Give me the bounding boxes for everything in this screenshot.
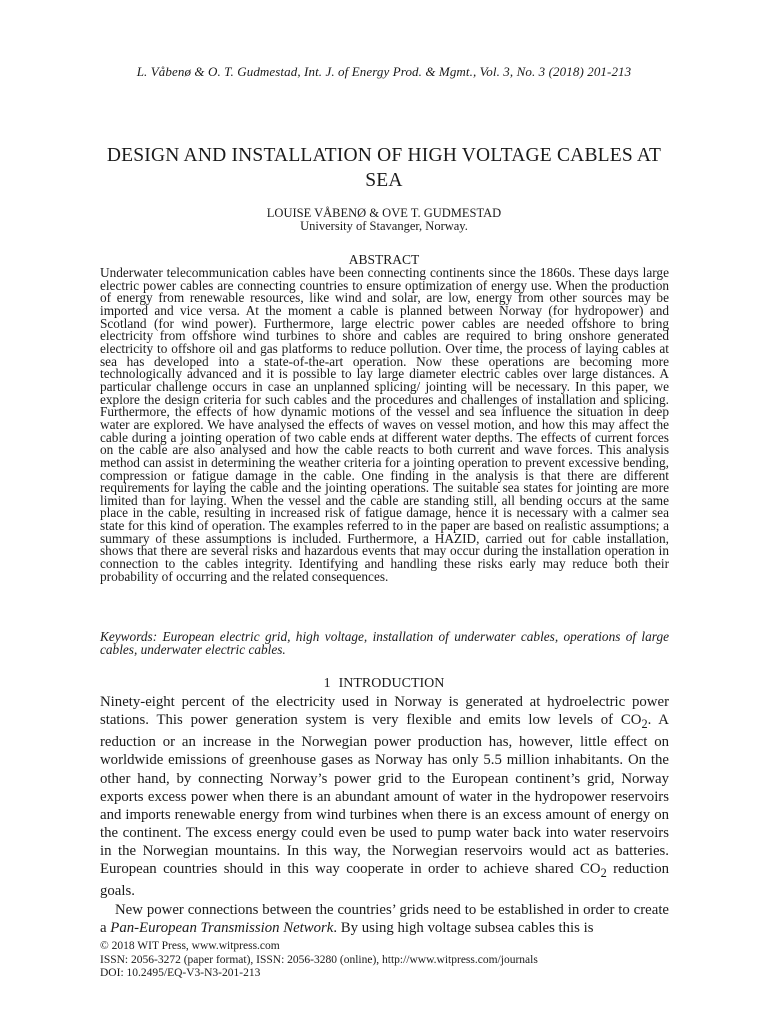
emphasis: Pan-European Transmission Network (110, 919, 334, 936)
paper-title: DESIGN AND INSTALLATION OF HIGH VOLTAGE CABLES AT SEA (106, 145, 662, 191)
section-heading (0, 676, 768, 692)
paragraph (100, 693, 669, 901)
doi: DOI: 10.2495/EQ-V3-N3-201-213 (100, 967, 261, 979)
section-title: INTRODUCTION (338, 676, 445, 691)
copyright: © 2018 WIT Press, www.witpress.com (100, 940, 280, 952)
paragraph-text: New power connections between the countries’ grids need to be established in order to create a (100, 901, 669, 936)
abstract-heading: ABSTRACT (348, 252, 420, 267)
subscript: 2 (600, 866, 607, 881)
affiliation: University of Stavanger, Norway. (300, 219, 468, 233)
subscript: 2 (641, 717, 648, 732)
keywords: Keywords: European electric grid, high voltage, installation of underwater cables, operations of large cables, underwater electric cables. (100, 629, 669, 657)
paragraph (100, 901, 669, 937)
paragraph-text: reduction goals. (100, 861, 670, 900)
paragraph-text: Ninety-eight percent of the electricity used in Norway is generated at hydroelectric power stations. This power generation system is very flexible and emits low levels of CO (100, 694, 669, 729)
paragraph-text: . A reduction or an increase in the Norwegian power production has, however, little effect on worldwide emissions of greenhouse gases as Norway has only 5.5 million inhabitants. On the other hand, by connecting Norway’s power grid to the European continent’s grid, Norway exports excess power when there is an abundant amount of water in the hydropower reservoirs and imports renewable energy from wind turbines when there is an excess amount of energy on the continent. The excess energy could even be used to pump water back into water reservoirs in the Norwegian mountains. In this way, the Norwegian reservoirs would act as batteries. European countries should in this way cooperate in order to achieve shared CO (100, 712, 669, 878)
authors: LOUISE VÅBENØ & OVE T. GUDMESTAD (266, 206, 502, 220)
body-text (100, 693, 669, 937)
footer (100, 940, 669, 981)
issn: ISSN: 2056-3272 (paper format), ISSN: 2056-3280 (online), http://www.witpress.com/journals (100, 953, 538, 966)
section-number: 1 (323, 676, 331, 691)
running-head: L. Våbenø & O. T. Gudmestad, Int. J. of Energy Prod. & Mgmt., Vol. 3, No. 3 (2018) 201-213 (136, 64, 632, 79)
paragraph-text: . By using high voltage subsea cables this is (333, 919, 594, 936)
abstract-text: Underwater telecommunication cables have been connecting continents since the 1860s. These days large electric power cables are connecting countries to ensure optimization of energy use. When the production of energy from renewable resources, like wind and solar, are low, energy from other sources may be imported and vice versa. At the moment a cable is planned between Norway (for hydropower) and Scotland (for wind power). Furthermore, large electric power cables are needed offshore to bring electricity from offshore wind turbines to shore and cables are required to bring onshore generated electricity to offshore oil and gas platforms to reduce pollution. Over time, the process of laying cables at sea has developed into a state-of-the-art operation. Now these operations are becoming more technologically advanced and it is possible to lay large diameter electric cables over large distances. A particular challenge occurs in case an unplanned splicing/ jointing will be necessary. In this paper, we explore the design criteria for such cables and the procedures and challenges of installation and splicing. Furthermore, the effects of how dynamic motions of the vessel and sea influence the situation in deep water are explored. We have analysed the effects of waves on vessel motion, and how this may affect the cable during a jointing operation of two cable ends at different water depths. The effects of current forces on the cable are also analysed and how the cable reacts to both current and wave forces. This analysis method can assist in determining the weather criteria for a jointing operation to prevent excessive bending, compression or fatigue damage in the cable. One finding in the analysis is that there are different requirements for laying the cable and the jointing operations. The suitable sea states for jointing are more limited than for laying. When the vessel and the cable are standing still, all bending occurs at the same place in the cable, resulting in increased risk of fatigue damage, hence it is necessary with a calmer sea state for this kind of operation. The examples referred to in the paper are based on realistic assumptions; a summary of these assumptions is included. Furthermore, a HAZID, carried out for cable installation, shows that there are several risks and hazardous events that may occur during the installation operation in connection to the cables integrity. Identifying and handling these risks early may reduce both their probability of occurring and the related consequences. (100, 265, 669, 584)
